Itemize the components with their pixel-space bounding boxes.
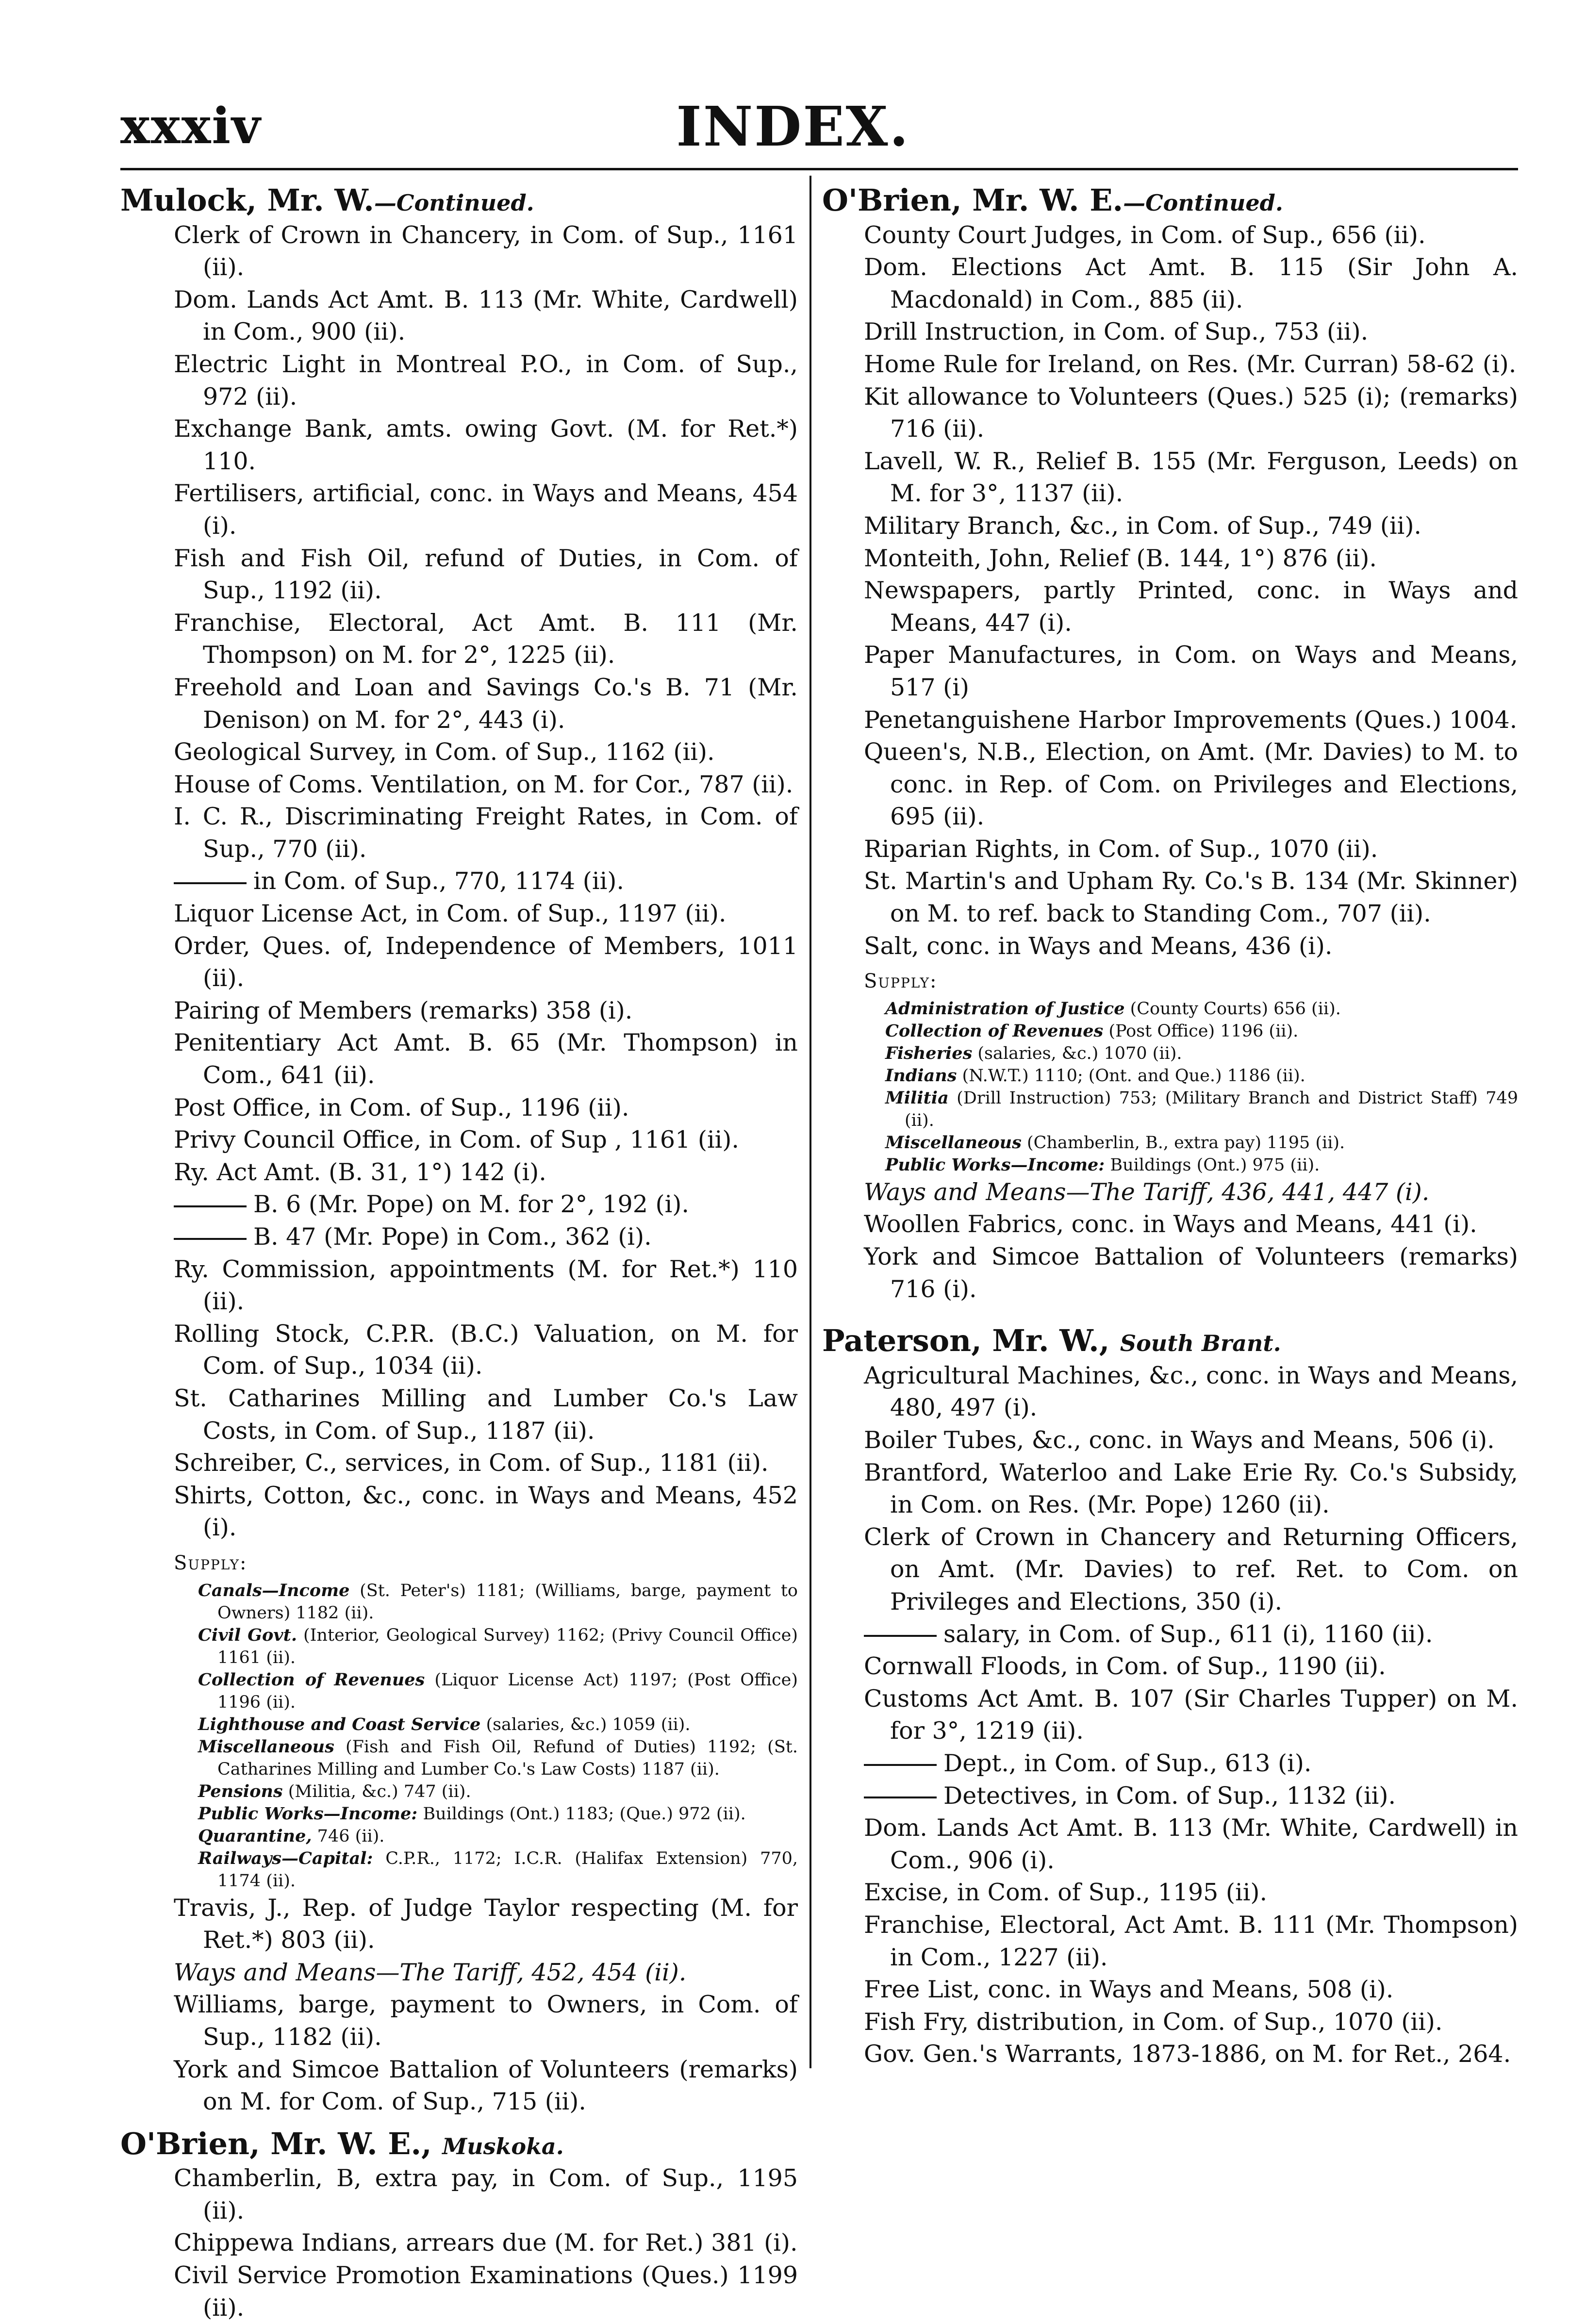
- index-entry: Order, Ques. of, Independence of Members, 1011 (ii).: [174, 932, 798, 992]
- supply-item: Pensions (Militia, &c.) 747 (ii).: [198, 1781, 471, 1801]
- index-entry: Salt, conc. in Ways and Means, 436 (i).: [864, 932, 1333, 960]
- index-entry-dash: Detectives, in Com. of Sup., 1132 (ii).: [822, 1780, 1518, 1813]
- header-rule: [120, 168, 1518, 170]
- index-entry: Dom. Elections Act Amt. B. 115 (Sir John A. Macdonald) in Com., 885 (ii).: [864, 253, 1518, 313]
- supply-item: Lighthouse and Coast Service (salaries, &c.) 1059 (ii).: [198, 1714, 691, 1734]
- supply-item: Fisheries (salaries, &c.) 1070 (ii).: [885, 1043, 1182, 1063]
- ditto-dash: [174, 1190, 253, 1218]
- index-heading: Paterson, Mr. W., South Brant.: [822, 1323, 1281, 1359]
- index-entry: Paper Manufactures, in Com. on Ways and Means, 517 (i): [864, 641, 1518, 701]
- index-entry-dash: in Com. of Sup., 770, 1174 (ii).: [120, 865, 798, 898]
- index-entry: Rolling Stock, C.P.R. (B.C.) Valuation, on M. for Com. of Sup., 1034 (ii).: [174, 1319, 798, 1380]
- index-entry-dash: salary, in Com. of Sup., 611 (i), 1160 (ii).: [822, 1618, 1518, 1651]
- index-entry: Travis, J., Rep. of Judge Taylor respecting (M. for Ret.*) 803 (ii).: [174, 1894, 798, 1954]
- index-entry: Ry. Act Amt. (B. 31, 1°) 142 (i).: [174, 1158, 546, 1186]
- index-entry: Williams, barge, payment to Owners, in Com. of Sup., 1182 (ii).: [174, 1991, 798, 2051]
- supply-label: Supply:: [174, 1551, 248, 1574]
- index-entry: Lavell, W. R., Relief B. 155 (Mr. Ferguson, Leeds) on M. for 3°, 1137 (ii).: [864, 447, 1518, 508]
- page-number: xxxiv: [120, 97, 262, 155]
- index-entry: Home Rule for Ireland, on Res. (Mr. Curran) 58-62 (i).: [864, 350, 1517, 378]
- supply-item: Canals—Income (St. Peter's) 1181; (Williams, barge, payment to Owners) 1182 (ii).: [198, 1580, 798, 1623]
- index-entry: Ways and Means—The Tariff, 452, 454 (ii).: [174, 1958, 687, 1986]
- supply-label: Supply:: [864, 970, 938, 993]
- index-entry: Free List, conc. in Ways and Means, 508 (i).: [864, 1976, 1394, 2004]
- index-entry: Excise, in Com. of Sup., 1195 (ii).: [864, 1879, 1268, 1907]
- supply-item: Public Works—Income: Buildings (Ont.) 1183; (Que.) 972 (ii).: [198, 1803, 746, 1824]
- index-entry: Penetanguishene Harbor Improvements (Ques.) 1004.: [864, 706, 1518, 734]
- index-entry: Schreiber, C., services, in Com. of Sup., 1181 (ii).: [174, 1449, 769, 1477]
- index-entry: Pairing of Members (remarks) 358 (i).: [174, 996, 633, 1024]
- index-entry: Brantford, Waterloo and Lake Erie Ry. Co.'s Subsidy, in Com. on Res. (Mr. Pope) 1260 (ii).: [864, 1458, 1518, 1519]
- index-entry-dash: B. 6 (Mr. Pope) on M. for 2°, 192 (i).: [120, 1188, 798, 1221]
- index-entry: Penitentiary Act Amt. B. 65 (Mr. Thompson) in Com., 641 (ii).: [174, 1029, 798, 1089]
- supply-item: Miscellaneous (Fish and Fish Oil, Refund of Duties) 1192; (St. Catharines Milling and Lumber Co.'s Law Costs) 1187 (ii).: [198, 1736, 798, 1779]
- index-entry: York and Simcoe Battalion of Volunteers (remarks) on M. for Com. of Sup., 715 (ii).: [174, 2055, 798, 2116]
- index-entry: Geological Survey, in Com. of Sup., 1162 (ii).: [174, 738, 715, 766]
- index-entry: Monteith, John, Relief (B. 144, 1°) 876 (ii).: [864, 544, 1377, 572]
- index-entry: Clerk of Crown in Chancery and Returning Officers, on Amt. (Mr. Davies) to ref. Ret. to Com. on Privileges and Elections, 350 (i).: [864, 1523, 1518, 1615]
- index-entry: Riparian Rights, in Com. of Sup., 1070 (ii).: [864, 835, 1378, 863]
- index-entry: Dom. Lands Act Amt. B. 113 (Mr. White, Cardwell) in Com., 900 (ii).: [174, 285, 798, 346]
- left-column: [120, 184, 798, 2324]
- index-entry: Freehold and Loan and Savings Co.'s B. 71 (Mr. Denison) on M. for 2°, 443 (i).: [174, 673, 798, 734]
- index-entry: Gov. Gen.'s Warrants, 1873-1886, on M. for Ret., 264.: [864, 2040, 1511, 2068]
- index-entry: Shirts, Cotton, &c., conc. in Ways and Means, 452 (i).: [174, 1481, 798, 1542]
- supply-item: Collection of Revenues (Liquor License Act) 1197; (Post Office) 1196 (ii).: [198, 1669, 798, 1712]
- ditto-dash: [174, 867, 253, 895]
- index-entry: Chippewa Indians, arrears due (M. for Ret.) 381 (i).: [174, 2229, 798, 2257]
- index-entry: County Court Judges, in Com. of Sup., 656 (ii).: [864, 221, 1426, 249]
- supply-item: Militia (Drill Instruction) 753; (Military Branch and District Staff) 749 (ii).: [885, 1088, 1518, 1130]
- ditto-dash: [174, 1223, 253, 1251]
- index-entry: Exchange Bank, amts. owing Govt. (M. for Ret.*) 110.: [174, 415, 798, 475]
- index-entry: Fish Fry, distribution, in Com. of Sup., 1070 (ii).: [864, 2008, 1443, 2036]
- right-column: [822, 184, 1518, 2071]
- index-entry: Customs Act Amt. B. 107 (Sir Charles Tupper) on M. for 3°, 1219 (ii).: [864, 1684, 1518, 1745]
- ditto-dash: [864, 1782, 943, 1810]
- ditto-dash: [864, 1620, 943, 1648]
- index-entry-dash: B. 47 (Mr. Pope) in Com., 362 (i).: [120, 1221, 798, 1253]
- index-entry: Chamberlin, B, extra pay, in Com. of Sup., 1195 (ii).: [174, 2164, 798, 2225]
- index-entry: St. Martin's and Upham Ry. Co.'s B. 134 (Mr. Skinner) on M. to ref. back to Standing Com., 707 (ii).: [864, 867, 1518, 928]
- index-entry: Kit allowance to Volunteers (Ques.) 525 (i); (remarks) 716 (ii).: [864, 382, 1518, 443]
- index-entry: Woollen Fabrics, conc. in Ways and Means, 441 (i).: [864, 1210, 1477, 1238]
- index-entry: St. Catharines Milling and Lumber Co.'s Law Costs, in Com. of Sup., 1187 (ii).: [174, 1384, 798, 1445]
- index-entry: House of Coms. Ventilation, on M. for Cor., 787 (ii).: [174, 770, 793, 798]
- index-entry-dash: Dept., in Com. of Sup., 613 (i).: [822, 1747, 1518, 1780]
- index-entry: Fertilisers, artificial, conc. in Ways and Means, 454 (i).: [174, 479, 798, 540]
- index-entry: Newspapers, partly Printed, conc. in Ways and Means, 447 (i).: [864, 577, 1518, 637]
- index-entry: Queen's, N.B., Election, on Amt. (Mr. Davies) to M. to conc. in Rep. of Com. on Privileges and Elections, 695 (ii).: [864, 738, 1518, 831]
- index-entry: Ry. Commission, appointments (M. for Ret.*) 110 (ii).: [174, 1255, 798, 1316]
- index-heading: Mulock, Mr. W.—Continued.: [120, 182, 534, 218]
- index-entry: Post Office, in Com. of Sup., 1196 (ii).: [174, 1093, 629, 1121]
- index-entry: Liquor License Act, in Com. of Sup., 1197 (ii).: [174, 900, 727, 928]
- index-entry: Franchise, Electoral, Act Amt. B. 111 (Mr. Thompson) in Com., 1227 (ii).: [864, 1911, 1518, 1971]
- supply-item: Administration of Justice (County Courts) 656 (ii).: [885, 998, 1341, 1019]
- page-title: INDEX.: [676, 95, 910, 159]
- ditto-dash: [864, 1749, 943, 1777]
- page-header: [0, 0, 1586, 184]
- index-entry: Drill Instruction, in Com. of Sup., 753 (ii).: [864, 318, 1369, 346]
- index-entry: Boiler Tubes, &c., conc. in Ways and Means, 506 (i).: [864, 1426, 1495, 1454]
- index-entry: Military Branch, &c., in Com. of Sup., 749 (ii).: [864, 511, 1422, 540]
- supply-item: Civil Govt. (Interior, Geological Survey) 1162; (Privy Council Office) 1161 (ii).: [198, 1625, 798, 1667]
- index-entry: Clerk of Crown in Chancery, in Com. of Sup., 1161 (ii).: [174, 221, 798, 281]
- supply-item: Collection of Revenues (Post Office) 1196 (ii).: [885, 1021, 1299, 1041]
- supply-item: Quarantine, 746 (ii).: [198, 1826, 385, 1846]
- index-entry: Franchise, Electoral, Act Amt. B. 111 (Mr. Thompson) on M. for 2°, 1225 (ii).: [174, 609, 798, 669]
- index-entry: Ways and Means—The Tariff, 436, 441, 447 (i).: [864, 1178, 1430, 1206]
- index-entry: Civil Service Promotion Examinations (Ques.) 1199 (ii).: [174, 2261, 798, 2322]
- index-entry: Agricultural Machines, &c., conc. in Ways and Means, 480, 497 (i).: [864, 1361, 1518, 1422]
- index-entry: I. C. R., Discriminating Freight Rates, in Com. of Sup., 770 (ii).: [174, 803, 798, 863]
- index-entry: Privy Council Office, in Com. of Sup , 1161 (ii).: [174, 1126, 739, 1154]
- index-entry: Electric Light in Montreal P.O., in Com. of Sup., 972 (ii).: [174, 350, 798, 411]
- column-divider: [810, 176, 811, 2068]
- supply-item: Indians (N.W.T.) 1110; (Ont. and Que.) 1186 (ii).: [885, 1065, 1305, 1086]
- index-entry: Dom. Lands Act Amt. B. 113 (Mr. White, Cardwell) in Com., 906 (i).: [864, 1814, 1518, 1874]
- supply-item: Public Works—Income: Buildings (Ont.) 975 (ii).: [885, 1154, 1320, 1175]
- index-entry: York and Simcoe Battalion of Volunteers (remarks) 716 (i).: [864, 1243, 1518, 1303]
- supply-item: Miscellaneous (Chamberlin, B., extra pay) 1195 (ii).: [885, 1132, 1345, 1153]
- index-entry: Fish and Fish Oil, refund of Duties, in Com. of Sup., 1192 (ii).: [174, 544, 798, 605]
- supply-item: Railways—Capital: C.P.R., 1172; I.C.R. (Halifax Extension) 770, 1174 (ii).: [198, 1848, 798, 1891]
- index-heading: O'Brien, Mr. W. E.—Continued.: [822, 182, 1283, 218]
- index-heading: O'Brien, Mr. W. E., Muskoka.: [120, 2126, 564, 2161]
- index-entry: Cornwall Floods, in Com. of Sup., 1190 (ii).: [864, 1652, 1386, 1681]
